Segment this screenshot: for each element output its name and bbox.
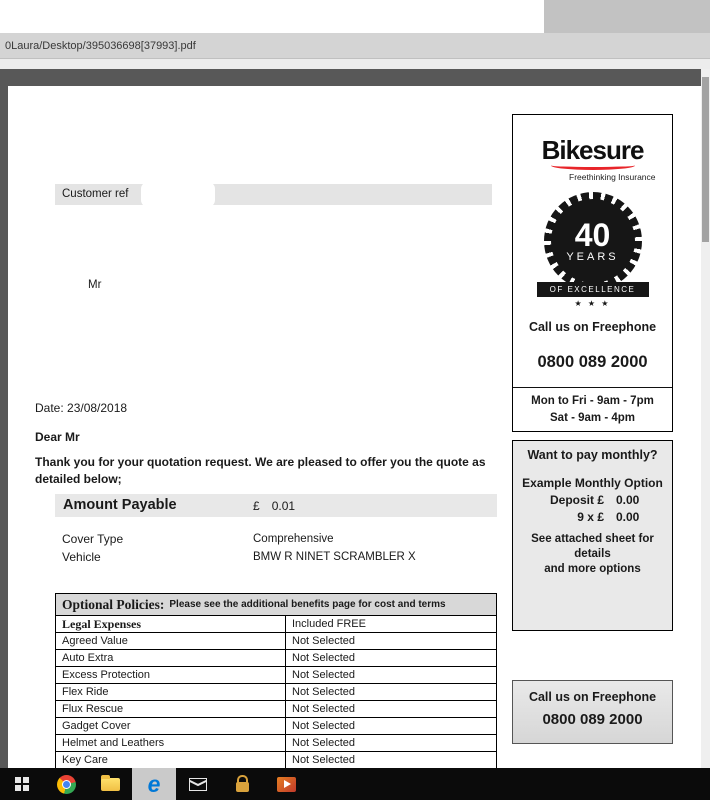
- greeting-line: Dear Mr: [35, 430, 80, 444]
- policy-status: Not Selected: [292, 635, 355, 647]
- phone-number: 0800 089 2000: [537, 353, 648, 371]
- table-row: [56, 616, 496, 633]
- badge-inner: [551, 199, 635, 283]
- phone-number: 0800 089 2000: [542, 711, 643, 728]
- policy-status: Not Selected: [292, 686, 355, 698]
- badge-number: 40: [574, 216, 611, 253]
- installments-line: [513, 510, 672, 524]
- customer-ref-label: Customer ref: [62, 188, 129, 200]
- customer-ref-row: [55, 184, 492, 205]
- file-explorer-taskbar-button[interactable]: [88, 768, 132, 800]
- amount-payable-row: [55, 494, 497, 517]
- policy-name: Excess Protection: [56, 667, 286, 683]
- table-row: [56, 667, 496, 684]
- policy-status: Not Selected: [292, 754, 355, 766]
- hours-weekday: Mon to Fri - 9am - 7pm: [531, 395, 654, 407]
- cover-type-value: Comprehensive: [253, 533, 334, 545]
- bikesure-logo: Bikesure: [541, 135, 644, 165]
- policy-name: Gadget Cover: [56, 718, 286, 734]
- optional-policies-subtitle: Please see the additional benefits page for cost and terms: [169, 599, 446, 610]
- badge-years: YEARS: [566, 250, 619, 263]
- divider: [513, 387, 672, 388]
- policy-status: Not Selected: [292, 652, 355, 664]
- policy-name: Agreed Value: [56, 633, 286, 649]
- installments-label: 9 x £: [577, 510, 604, 524]
- vehicle-label: Vehicle: [62, 550, 101, 564]
- monthly-note-line-1: See attached sheet for details: [531, 533, 654, 560]
- policy-status: Included FREE: [292, 618, 366, 630]
- policy-status: Not Selected: [292, 669, 355, 681]
- folder-icon: [101, 778, 120, 791]
- monthly-title: Want to pay monthly?: [527, 448, 658, 462]
- scrollbar[interactable]: [701, 69, 710, 768]
- policy-name: Legal Expenses: [56, 616, 286, 632]
- start-button[interactable]: [0, 768, 44, 800]
- badge-stars: ★ ★ ★: [574, 299, 611, 308]
- pdf-path-bar: [0, 33, 710, 59]
- monthly-note: [513, 532, 672, 577]
- table-row: [56, 633, 496, 650]
- freephone-box: [512, 680, 673, 744]
- redaction-customer-ref: [141, 182, 215, 207]
- addressee-name: Mr: [88, 279, 102, 291]
- pdf-path: 0Laura/Desktop/395036698[37993].pdf: [5, 39, 196, 52]
- monthly-note-line-2: and more options: [544, 563, 641, 575]
- badge-ribbon: OF EXCELLENCE: [537, 282, 649, 297]
- intro-line-1: Thank you for your quotation request. We are pleased to offer you the quote as: [35, 455, 486, 469]
- amount-payable-label: Amount Payable: [63, 497, 177, 513]
- policy-name: Key Care: [56, 752, 286, 768]
- policy-name: Flux Rescue: [56, 701, 286, 717]
- opening-hours: [513, 393, 672, 426]
- deposit-label: Deposit £: [549, 493, 604, 507]
- table-row: [56, 752, 496, 768]
- toolbar-strip: [0, 59, 710, 69]
- deposit-value: 0.00: [616, 493, 640, 507]
- installments-value: 0.00: [616, 510, 640, 524]
- optional-policies-title: Optional Policies:: [62, 596, 165, 612]
- brand-contact-box: [512, 114, 673, 432]
- policy-name: Flex Ride: [56, 684, 286, 700]
- mail-icon: [189, 778, 207, 791]
- freephone-label: Call us on Freephone: [528, 320, 657, 334]
- mail-taskbar-button[interactable]: [176, 768, 220, 800]
- monthly-option-box: [512, 440, 673, 631]
- taskbar: [0, 768, 710, 800]
- policy-status: Not Selected: [292, 737, 355, 749]
- policy-status: Not Selected: [292, 703, 355, 715]
- policy-name: Helmet and Leathers: [56, 735, 286, 751]
- lock-app-taskbar-button[interactable]: [220, 768, 264, 800]
- edge-icon: e: [147, 770, 161, 797]
- brand-tagline: Freethinking Insurance: [569, 172, 656, 182]
- video-icon: [277, 777, 296, 792]
- chrome-taskbar-button[interactable]: [44, 768, 88, 800]
- vehicle-value: BMW R NINET SCRAMBLER X: [253, 551, 416, 563]
- monthly-subtitle: Example Monthly Option: [522, 476, 663, 490]
- video-app-taskbar-button[interactable]: [264, 768, 308, 800]
- scrollbar-thumb[interactable]: [702, 77, 709, 242]
- policy-status: Not Selected: [292, 720, 355, 732]
- freephone-label: Call us on Freephone: [528, 690, 657, 704]
- intro-paragraph: [35, 454, 509, 488]
- optional-policies-table: [55, 593, 497, 769]
- intro-line-2: detailed below;: [35, 472, 122, 486]
- date-line: Date: 23/08/2018: [35, 401, 128, 415]
- hours-saturday: Sat - 9am - 4pm: [550, 411, 635, 424]
- amount-value: 0.01: [271, 499, 296, 513]
- table-row: [56, 718, 496, 735]
- windows-logo-icon: [15, 777, 29, 791]
- lock-icon: [236, 782, 249, 792]
- table-row: [56, 701, 496, 718]
- edge-taskbar-button[interactable]: [132, 768, 176, 800]
- document-page: [8, 86, 701, 768]
- table-row: [56, 735, 496, 752]
- deposit-line: [513, 493, 672, 507]
- anniversary-badge-icon: [544, 192, 642, 290]
- optional-policies-header: [56, 594, 496, 616]
- cover-type-label: Cover Type: [62, 532, 124, 546]
- amount-payable-value: [253, 499, 295, 513]
- policy-name: Auto Extra: [56, 650, 286, 666]
- currency-symbol: £: [253, 499, 260, 513]
- background-window-fragment: [544, 0, 710, 33]
- chrome-icon: [57, 775, 76, 794]
- table-row: [56, 684, 496, 701]
- table-row: [56, 650, 496, 667]
